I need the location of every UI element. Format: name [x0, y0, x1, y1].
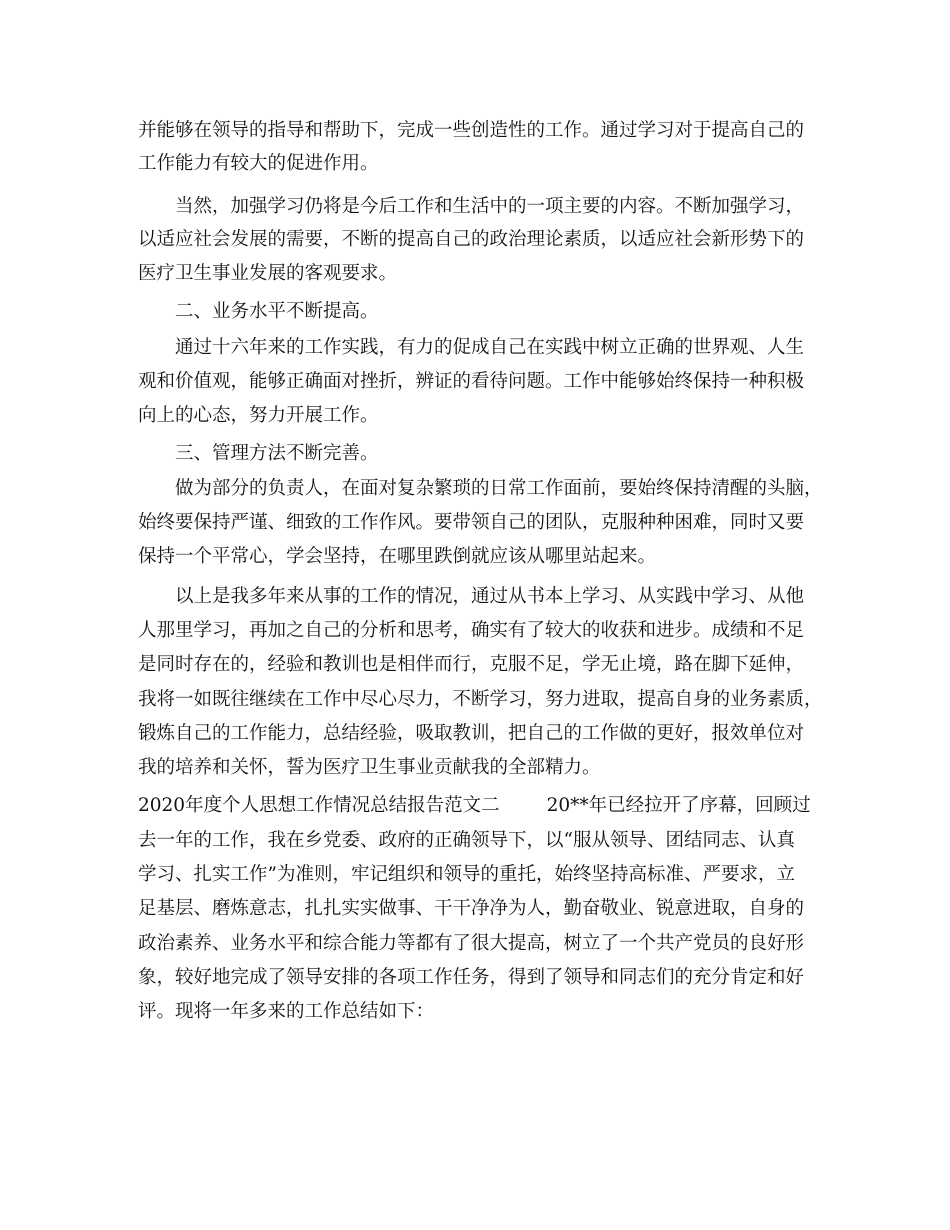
- text-line-2: 工作能力有较大的促进作用。: [138, 153, 379, 174]
- text-line-15: 人那里学习，再加之自己的分析和思考，确实有了较大的收获和进步。成绩和不足: [138, 620, 805, 641]
- text-line-16: 是同时存在的，经验和教训也是相伴而行，克服不足，学无止境，路在脚下延伸，: [138, 654, 805, 675]
- text-line-1: 并能够在领导的指导和帮助下，完成一些创造性的工作。通过学习对于提高自己的: [138, 120, 805, 141]
- text-line-22: 学习、扎实工作”为准则，牢记组织和领导的重托，始终坚持高标准、严要求，立: [138, 864, 795, 885]
- section-heading-3: 三、管理方法不断完善。: [175, 443, 379, 464]
- text-line-5: 医疗卫生事业发展的客观要求。: [138, 263, 398, 284]
- text-line-24: 政治素养、业务水平和综合能力等都有了很大提高，树立了一个共产党员的良好形: [138, 933, 805, 954]
- text-line-18: 锻炼自己的工作能力，总结经验，吸取教训，把自己的工作做的更好，报效单位对: [138, 723, 805, 744]
- text-line-9: 向上的心态，努力开展工作。: [138, 405, 379, 426]
- text-line-7: 通过十六年来的工作实践，有力的促成自己在实践中树立正确的世界观、人生: [175, 337, 805, 358]
- text-line-17: 我将一如既往继续在工作中尽心尽力，不断学习，努力进取，提高自身的业务素质，: [138, 689, 823, 710]
- text-line-8: 观和价值观，能够正确面对挫折，辨证的看待问题。工作中能够始终保持一种积极: [138, 371, 805, 392]
- text-line-11: 做为部分的负责人，在面对复杂繁琐的日常工作面前，要始终保持清醒的头脑，: [175, 478, 823, 499]
- text-line-21: 去一年的工作，我在乡党委、政府的正确领导下，以“服从领导、团结同志、认真: [138, 830, 795, 851]
- text-line-4: 以适应社会发展的需要，不断的提高自己的政治理论素质，以适应社会新形势下的: [138, 229, 805, 250]
- text-line-14: 以上是我多年来从事的工作的情况，通过从书本上学习、从实践中学习、从他: [175, 586, 805, 607]
- text-line-23: 足基层、磨炼意志，扎扎实实做事、干干净净为人，勤奋敬业、锐意进取，自身的: [138, 898, 805, 919]
- text-line-26: 评。现将一年多来的工作总结如下：: [138, 1001, 435, 1022]
- text-line-25: 象，较好地完成了领导安排的各项工作任务，得到了领导和同志们的充分肯定和好: [138, 967, 805, 988]
- text-line-13: 保持一个平常心，学会坚持，在哪里跌倒就应该从哪里站起来。: [138, 546, 657, 567]
- text-line-3: 当然，加强学习仍将是今后工作和生活中的一项主要的内容。不断加强学习，: [175, 196, 805, 217]
- text-line-19: 我的培养和关怀，誓为医疗卫生事业贡献我的全部精力。: [138, 757, 601, 778]
- text-line-12: 始终要保持严谨、细致的工作作风。要带领自己的团队，克服种种困难，同时又要: [138, 512, 805, 533]
- report-title-line: 2020年度个人思想工作情况总结报告范文二 20**年已经拉开了序幕，回顾过: [138, 795, 811, 816]
- section-heading-2: 二、业务水平不断提高。: [175, 301, 379, 322]
